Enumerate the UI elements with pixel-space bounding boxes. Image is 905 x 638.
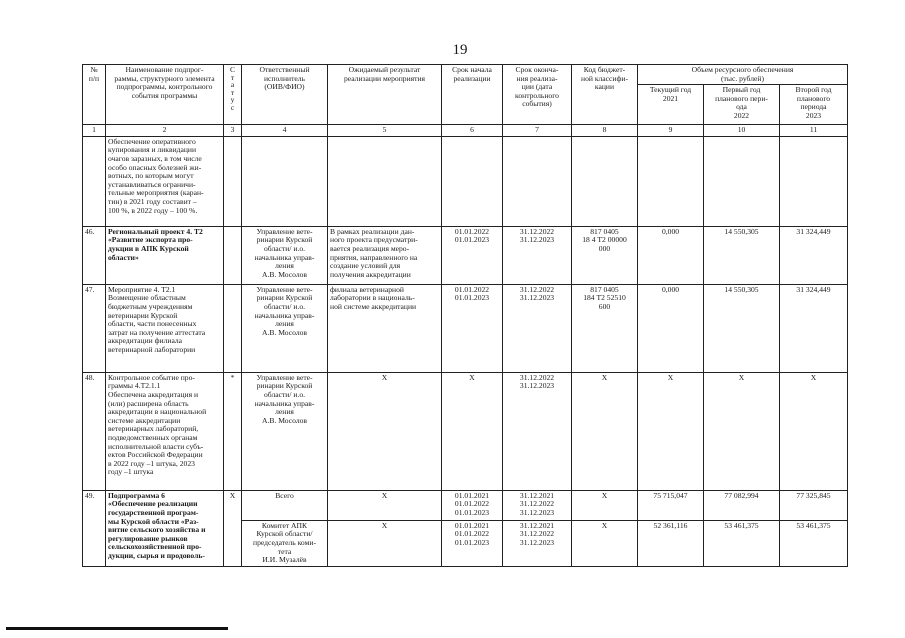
row-2023: 31 324,449 — [780, 226, 848, 284]
row-name: Мероприятие 4. Т2.1 Возмещение областным бюджетным учреждениям ветеринарии Курской области, части понесенных затрат на получение аттестата аккредитации филиала ветеринарной лаборатории — [106, 284, 224, 372]
header-funding-group: Объем ресурсного обеспечения (тыс. рублей) — [638, 65, 848, 85]
column-number-row — [83, 125, 848, 137]
row-2023: Х — [780, 372, 848, 490]
row-status: * — [224, 372, 242, 490]
row-executor: Всего — [242, 490, 328, 520]
row-2023 — [780, 136, 848, 226]
row-name: Обеспечение оперативного купирования и ликвидации очагов заразных, в том числе особо опасных болезней жи- вотных, по которым могут устанавливаться ограничи- тельные мероприятия (каран- тин) в 2021 году составит – 100 %, в 2022 году – 100 %. — [106, 136, 224, 226]
row-2021 — [638, 136, 704, 226]
table-row — [83, 490, 848, 520]
row-start: 01.01.2022 01.01.2023 — [442, 226, 503, 284]
col-number: 6 — [442, 125, 503, 137]
row-num: 48. — [83, 372, 106, 490]
row-num: 47. — [83, 284, 106, 372]
row-result: Х — [328, 520, 442, 566]
row-2022: 53 461,375 — [704, 520, 780, 566]
row-num: 49. — [83, 490, 106, 566]
row-end: 31.12.2022 31.12.2023 — [503, 372, 572, 490]
row-executor: Управление вете- ринарии Курской области/ и.о. начальника управ- ления А.В. Мосолов — [242, 284, 328, 372]
col-number: 8 — [572, 125, 638, 137]
row-2021: 0,000 — [638, 226, 704, 284]
col-number: 5 — [328, 125, 442, 137]
row-2022: 14 550,305 — [704, 284, 780, 372]
row-executor: Комитет АПК Курской области/ председатель коми- тета И.И. Музалёв — [242, 520, 328, 566]
row-status — [224, 226, 242, 284]
header-year-2023: Второй год планового периода 2023 — [780, 85, 848, 125]
row-status — [224, 136, 242, 226]
header-num: № п/п — [83, 65, 106, 125]
col-number: 10 — [704, 125, 780, 137]
row-start: Х — [442, 372, 503, 490]
col-number: 1 — [83, 125, 106, 137]
row-code: Х — [572, 490, 638, 520]
row-start: 01.01.2021 01.01.2022 01.01.2023 — [442, 520, 503, 566]
row-name: Контрольное событие про- граммы 4.Т2.1.1 Обеспечена аккредитация и (или) расширена область аккредитации в национальной системе аккредитации ветеринарных лабораторий, подведомственных органам исполнительной власти субъ- ектов Российской Федерации в 2022 году –1 штука, 2023 году –1 штука — [106, 372, 224, 490]
col-number: 9 — [638, 125, 704, 137]
row-status: Х — [224, 490, 242, 566]
header-status: С т а т у с — [224, 65, 242, 125]
row-result — [328, 136, 442, 226]
row-status — [224, 284, 242, 372]
row-2021: 0,000 — [638, 284, 704, 372]
header-year-2022: Первый год планового пери- ода 2022 — [704, 85, 780, 125]
row-2022: 77 082,994 — [704, 490, 780, 520]
row-2023: 31 324,449 — [780, 284, 848, 372]
row-code: Х — [572, 520, 638, 566]
row-2022: 14 550,305 — [704, 226, 780, 284]
row-code: Х — [572, 372, 638, 490]
header-start: Срок начала реализации — [442, 65, 503, 125]
row-end: 31.12.2021 31.12.2022 31.12.2023 — [503, 520, 572, 566]
row-code: 817 0405 18 4 Т2 00000 000 — [572, 226, 638, 284]
row-num: 46. — [83, 226, 106, 284]
row-end: 31.12.2021 31.12.2022 31.12.2023 — [503, 490, 572, 520]
header-end: Срок оконча- ния реализа- ции (дата контрольного события) — [503, 65, 572, 125]
header-result: Ожидаемый результат реализации мероприятия — [328, 65, 442, 125]
row-2021: Х — [638, 372, 704, 490]
row-2021: 52 361,116 — [638, 520, 704, 566]
row-result: Х — [328, 490, 442, 520]
col-number: 3 — [224, 125, 242, 137]
row-start: 01.01.2021 01.01.2022 01.01.2023 — [442, 490, 503, 520]
header-code: Код бюджет- ной классифи- кации — [572, 65, 638, 125]
row-2023: 53 461,375 — [780, 520, 848, 566]
col-number: 7 — [503, 125, 572, 137]
table-row — [83, 284, 848, 372]
table-row — [83, 372, 848, 490]
header-row-top — [83, 65, 848, 85]
row-executor: Управление вете- ринарии Курской области/ и.о. начальника управ- ления А.В. Мосолов — [242, 372, 328, 490]
header-year-2021: Текущий год 2021 — [638, 85, 704, 125]
row-name: Региональный проект 4. Т2 «Развитие экспорта про- дукции в АПК Курской области» — [106, 226, 224, 284]
table-row — [83, 136, 848, 226]
row-code — [572, 136, 638, 226]
row-end — [503, 136, 572, 226]
row-2022: Х — [704, 372, 780, 490]
row-start — [442, 136, 503, 226]
row-code: 817 0405 184 Т2 52510 600 — [572, 284, 638, 372]
budget-table — [82, 64, 848, 567]
header-executor: Ответственный исполнитель (ОИВ/ФИО) — [242, 65, 328, 125]
row-name: Подпрограмма 6 «Обеспечение реализации государственной програм- мы Курской области «Раз- витие сельского хозяйства и регулирование рынков сельскохозяйственной про- дукции, сырья и продоволь- — [106, 490, 224, 566]
col-number: 11 — [780, 125, 848, 137]
row-result: филиала ветеринарной лаборатории в националь- ной системе аккредитации — [328, 284, 442, 372]
row-2023: 77 325,845 — [780, 490, 848, 520]
row-result: Х — [328, 372, 442, 490]
row-2021: 75 715,047 — [638, 490, 704, 520]
row-executor: Управление вете- ринарии Курской области/ и.о. начальника управ- ления А.В. Мосолов — [242, 226, 328, 284]
table-row — [83, 226, 848, 284]
row-num — [83, 136, 106, 226]
col-number: 4 — [242, 125, 328, 137]
row-result: В рамках реализации дан- ного проекта предусматри- вается реализация меро- приятия, направленного на создание условий для получения аккредитации — [328, 226, 442, 284]
row-start: 01.01.2022 01.01.2023 — [442, 284, 503, 372]
col-number: 2 — [106, 125, 224, 137]
row-executor — [242, 136, 328, 226]
row-2022 — [704, 136, 780, 226]
header-name: Наименование подпрог- раммы, структурного элемента подпрограммы, контрольного события программы — [106, 65, 224, 125]
row-end: 31.12.2022 31.12.2023 — [503, 226, 572, 284]
footer-rule — [6, 627, 228, 630]
page-number: 19 — [452, 42, 468, 58]
row-end: 31.12.2022 31.12.2023 — [503, 284, 572, 372]
